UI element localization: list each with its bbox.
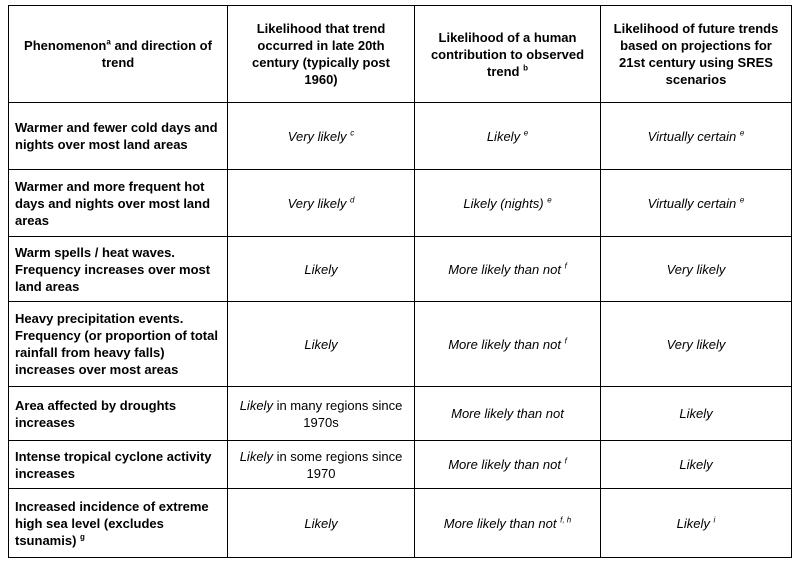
header-phenomenon: Phenomenon$^a$ and direction of trend <box>9 6 228 103</box>
future-cell: Likely <box>601 441 792 489</box>
table-row <box>9 302 792 387</box>
table-row <box>9 387 792 441</box>
table-row <box>9 103 792 170</box>
human-cell: More likely than not $^{f, h}$ <box>415 489 601 558</box>
table-row <box>9 237 792 302</box>
table-row <box>9 441 792 489</box>
future-cell: Likely <box>601 387 792 441</box>
late20-cell: Likely in many regions since 1970s <box>228 387 415 441</box>
human-cell: More likely than not $^f$ <box>415 302 601 387</box>
future-cell: Likely $^i$ <box>601 489 792 558</box>
table-row <box>9 170 792 237</box>
table-row <box>9 489 792 558</box>
phenomenon-cell: Warmer and more frequent hot days and nights over most land areas <box>9 170 228 237</box>
late20-cell: Likely <box>228 237 415 302</box>
human-cell: Likely (nights) $^e$ <box>415 170 601 237</box>
human-cell: More likely than not $^f$ <box>415 237 601 302</box>
future-cell: Very likely <box>601 302 792 387</box>
likelihood-table <box>8 5 792 558</box>
future-cell: Virtually certain $^e$ <box>601 170 792 237</box>
phenomenon-cell: Area affected by droughts increases <box>9 387 228 441</box>
human-cell: More likely than not $^f$ <box>415 441 601 489</box>
phenomenon-cell: Intense tropical cyclone activity increases <box>9 441 228 489</box>
late20-cell: Very likely $^c$ <box>228 103 415 170</box>
future-cell: Virtually certain $^e$ <box>601 103 792 170</box>
late20-cell: Likely in some regions since 1970 <box>228 441 415 489</box>
human-cell: More likely than not <box>415 387 601 441</box>
header-late-20th-century: Likelihood that trend occurred in late 20th century (typically post 1960) <box>228 6 415 103</box>
phenomenon-cell: Warm spells / heat waves. Frequency increases over most land areas <box>9 237 228 302</box>
late20-cell: Likely <box>228 302 415 387</box>
late20-cell: Very likely $^d$ <box>228 170 415 237</box>
late20-cell: Likely <box>228 489 415 558</box>
future-cell: Very likely <box>601 237 792 302</box>
phenomenon-cell: Heavy precipitation events. Frequency (or proportion of total rainfall from heavy falls) increases over most areas <box>9 302 228 387</box>
header-human-contribution: Likelihood of a human contribution to observed trend $^b$ <box>415 6 601 103</box>
human-cell: Likely $^e$ <box>415 103 601 170</box>
phenomenon-cell: Warmer and fewer cold days and nights over most land areas <box>9 103 228 170</box>
phenomenon-cell: Increased incidence of extreme high sea level (excludes tsunamis) $^g$ <box>9 489 228 558</box>
header-row <box>9 6 792 103</box>
header-future-trends: Likelihood of future trends based on projections for 21st century using SRES scenarios <box>601 6 792 103</box>
